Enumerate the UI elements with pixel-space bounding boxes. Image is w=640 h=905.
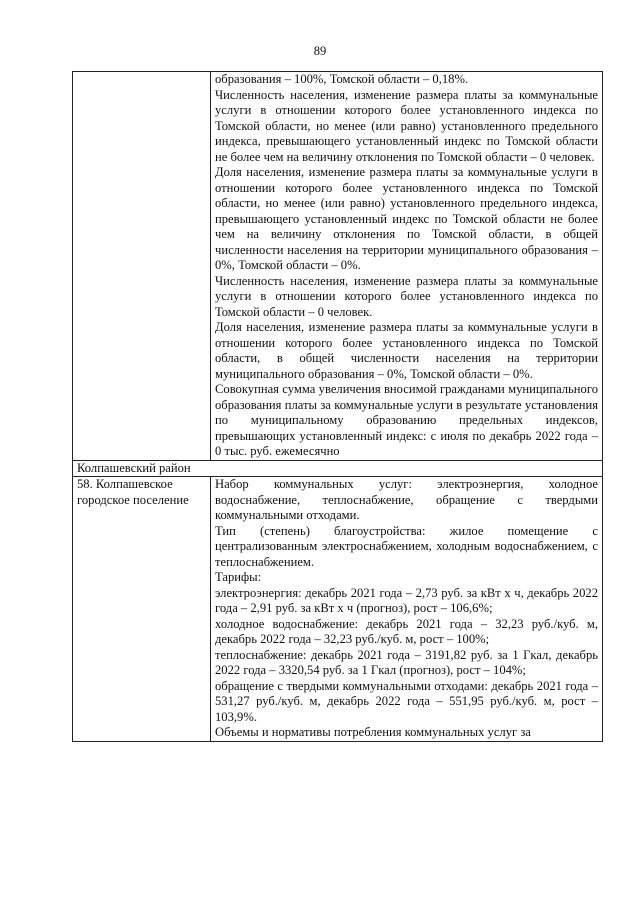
paragraph: Численность населения, изменение размера платы за коммунальные услуги в отношении которого более установленного индекса по Томской области, но менее (или равно) установленного предельного индекса, превышающего установленный индекс по Томской области не более чем на величину отклонения по Томской области – 0 человек. [215, 87, 598, 164]
paragraph: Тарифы: [215, 570, 262, 584]
paragraph: Тип (степень) благоустройства: жилое помещение с централизованным электроснабжением, холодным водоснабжением, с теплоснабжением. [215, 523, 598, 569]
municipality-cell [73, 477, 211, 742]
paragraph: Совокупная сумма увеличения вносимой гражданами муниципального образования платы за коммунальные услуги в результате установления по муниципальному образованию предельных индексов, превышающих установленный индекс: с июля по декабрь 2022 года – 0 тыс. руб. ежемесячно [215, 382, 598, 458]
paragraph: обращение с твердыми коммунальными отходами: декабрь 2021 года – 531,27 руб./куб. м, декабрь 2022 года – 551,95 руб./куб. м, рост – 103,9%. [215, 678, 598, 724]
paragraph: Доля населения, изменение размера платы за коммунальные услуги в отношении которого более установленного индекса по Томской области, в общей численности населения на территории муниципального образования – 0%, Томской области – 0%. [215, 320, 598, 381]
indicators-cell [211, 72, 603, 461]
paragraph: электроэнергия: декабрь 2021 года – 2,73 руб. за кВт х ч, декабрь 2022 года – 2,91 руб. за кВт х ч (прогноз), рост – 106,6%; [215, 585, 598, 615]
municipality-cell [73, 72, 211, 461]
municipality-name: 58. Колпашевское городское поселение [77, 477, 189, 507]
paragraph: теплоснабжение: декабрь 2021 года – 3191,82 руб. за 1 Гкал, декабрь 2022 года – 3320,54 руб. за 1 Гкал (прогноз), рост – 104%; [215, 647, 598, 677]
page-number: 89 [313, 44, 327, 58]
municipal-data-table [72, 71, 603, 742]
paragraph: Набор коммунальных услуг: электроэнергия, холодное водоснабжение, теплоснабжение, обращение с твердыми коммунальными отходами. [215, 477, 598, 522]
paragraph: Доля населения, изменение размера платы за коммунальные услуги в отношении которого более установленного индекса по Томской области, но менее (или равно) установленного предельного индекса, превышающего установленный индекс по Томской области не более чем на величину отклонения по Томской области, в общей численности населения на территории муниципального образования – 0%, Томской области – 0%. [215, 165, 598, 272]
table-row [73, 477, 603, 742]
section-header-row [73, 460, 603, 477]
paragraph: Объемы и нормативы потребления коммунальных услуг за [215, 725, 531, 739]
table-row [73, 72, 603, 461]
paragraph: образования – 100%, Томской области – 0,18%. [215, 72, 469, 86]
paragraph: холодное водоснабжение: декабрь 2021 года – 32,23 руб./куб. м, декабрь 2022 года – 32,23 руб./куб. м, рост – 100%; [215, 616, 598, 646]
district-title: Колпашевский район [73, 460, 603, 477]
indicators-cell [211, 477, 603, 742]
paragraph: Численность населения, изменение размера платы за коммунальные услуги в отношении которого более установленного индекса по Томской области – 0 человек. [215, 273, 598, 319]
